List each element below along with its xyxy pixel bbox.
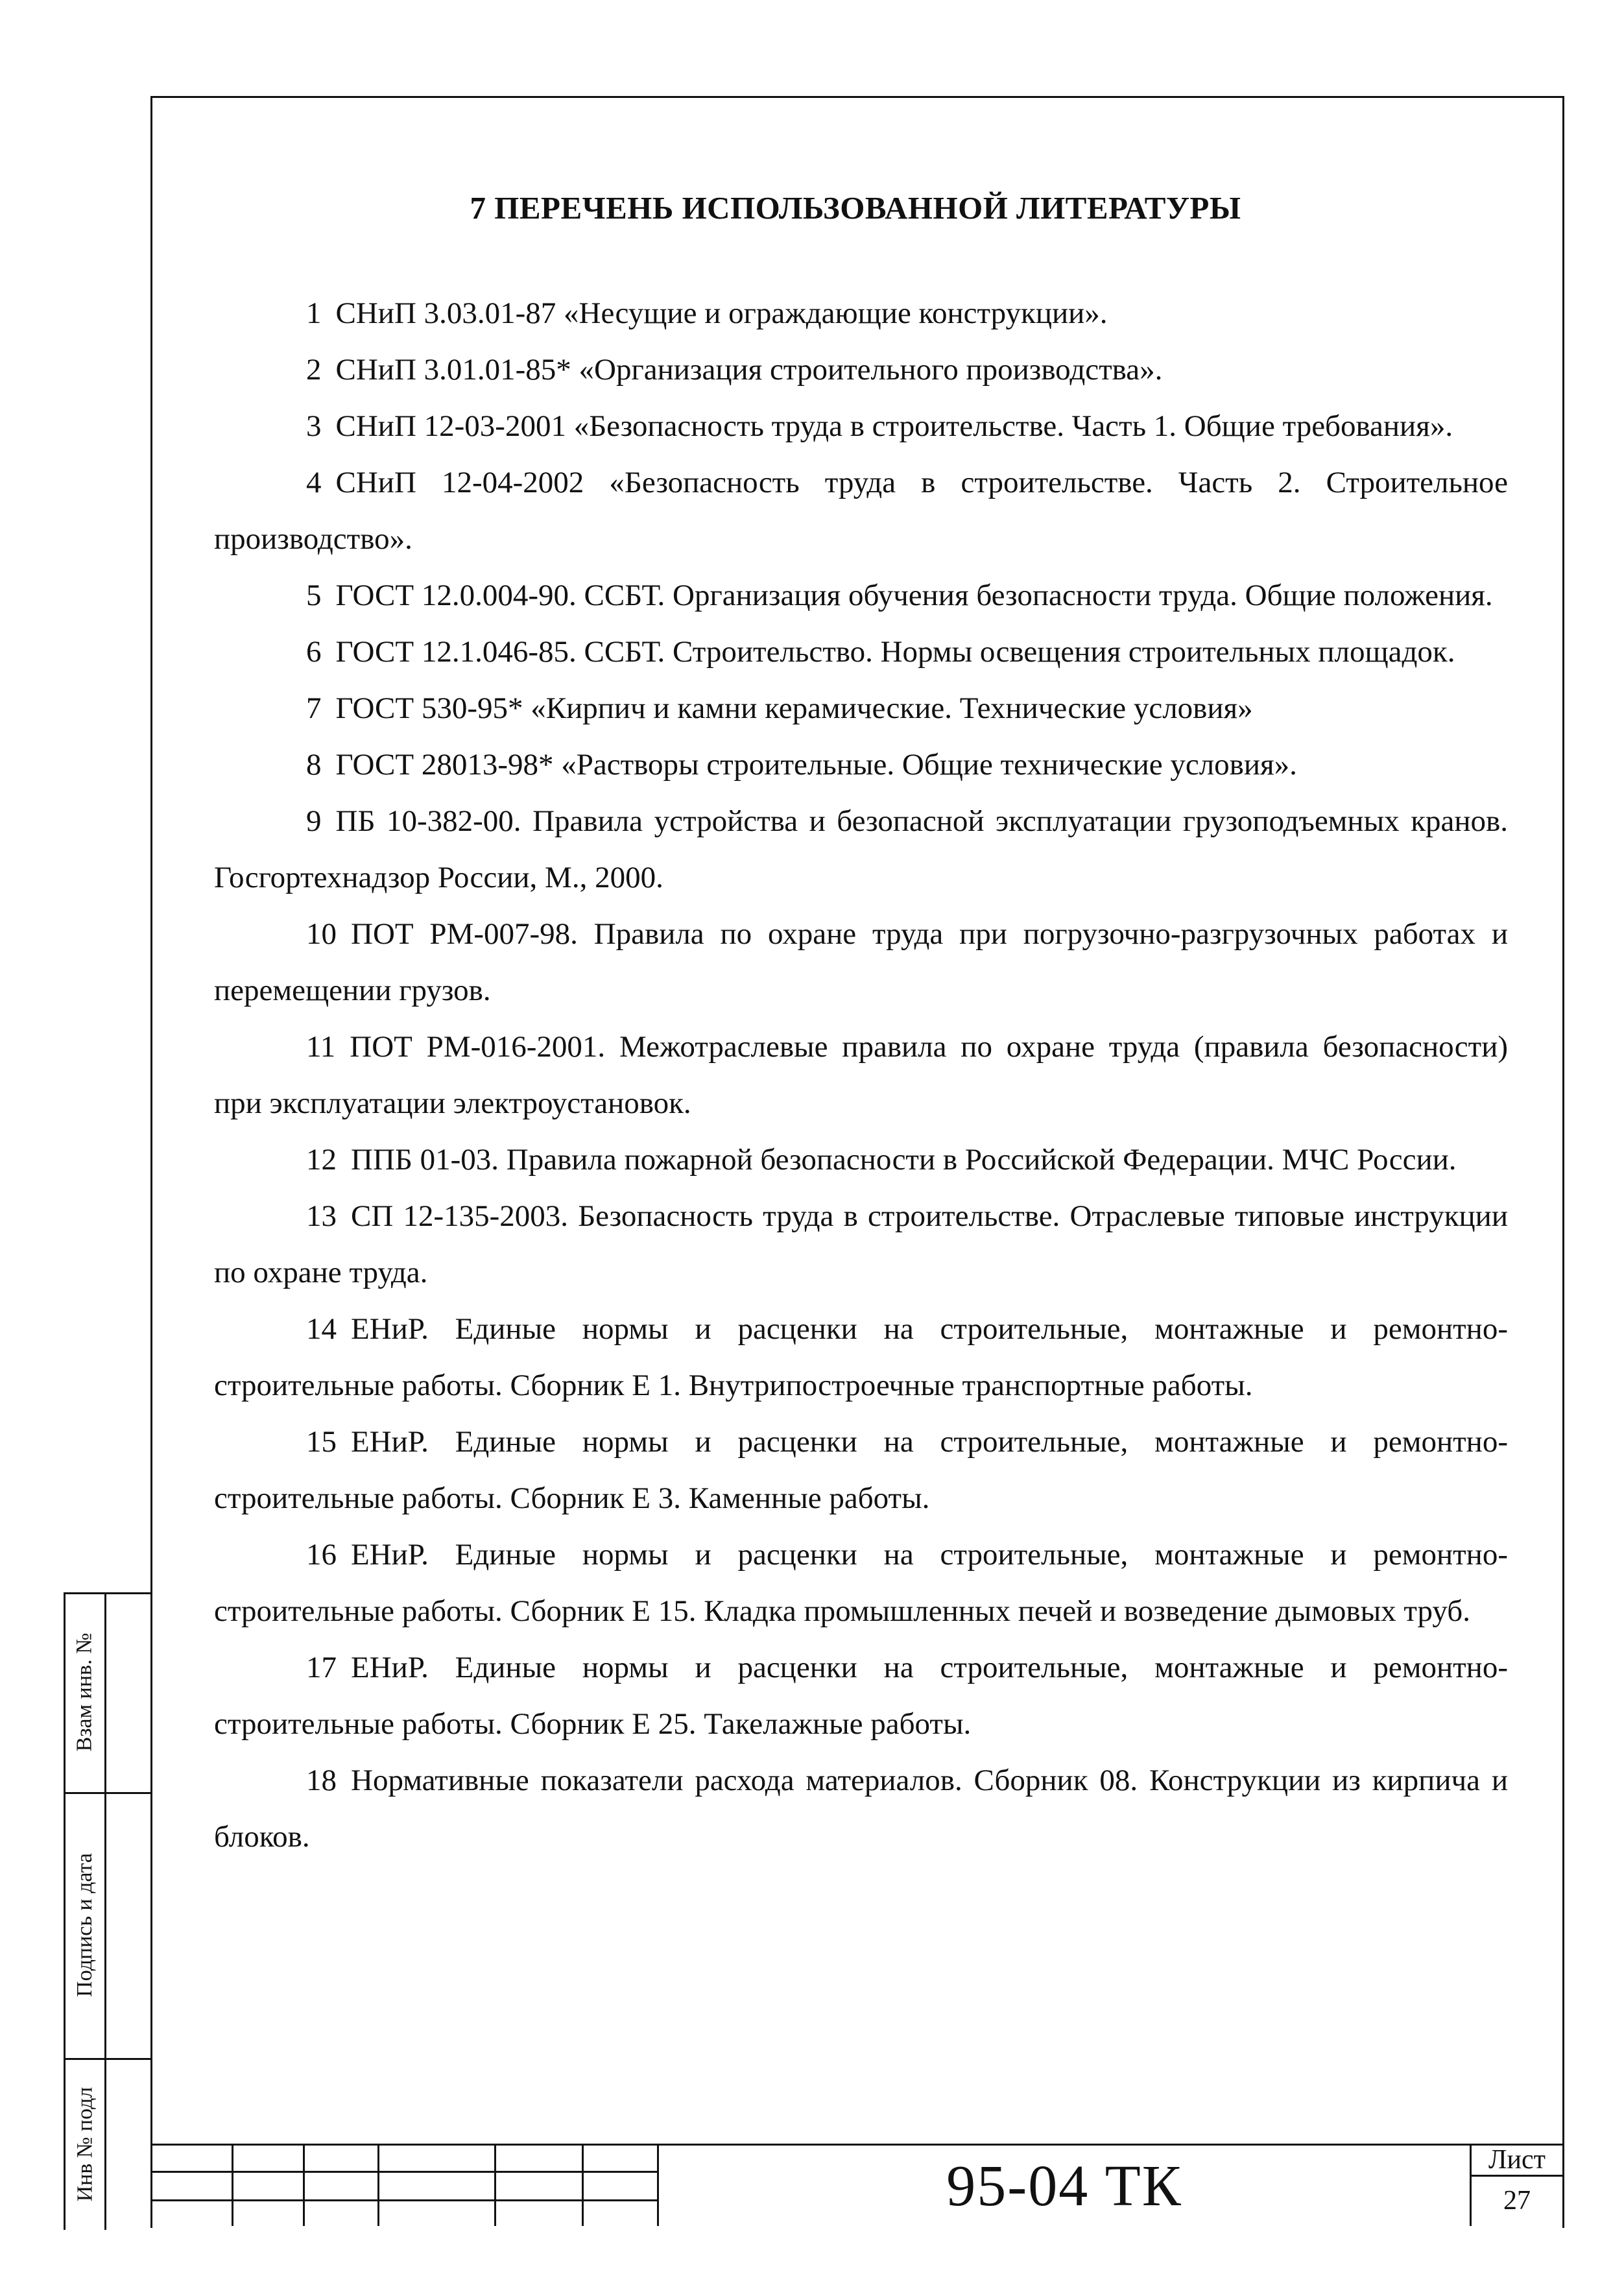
reference-item (214, 1132, 1508, 1188)
reference-text: ГОСТ 12.1.046-85. ССБТ. Строительство. Нормы освещения строительных площадок. (335, 635, 1455, 669)
reference-text: СП 12-135-2003. Безопасность труда в строительстве. Отраслевые типовые инструкции по охране труда. (214, 1199, 1508, 1289)
reference-number: 8 (306, 748, 322, 782)
reference-item (214, 737, 1508, 793)
reference-item (214, 1527, 1508, 1640)
document-code: 95-04 ТК (946, 2153, 1182, 2218)
reference-number: 2 (306, 353, 322, 387)
reference-item (214, 906, 1508, 1019)
reference-number: 6 (306, 635, 322, 669)
reference-item (214, 568, 1508, 624)
reference-number: 1 (306, 296, 322, 330)
reference-number: 16 (306, 1538, 337, 1572)
original-inventory-label: Инв № подл (73, 2087, 97, 2201)
reference-text: ПОТ РМ-016-2001. Межотраслевые правила по охране труда (правила безопасности) при эксплуатации электроустановок. (214, 1030, 1508, 1120)
reference-number: 7 (306, 691, 322, 725)
reference-item (214, 1301, 1508, 1414)
reference-text: СНиП 12-03-2001 «Безопасность труда в строительстве. Часть 1. Общие требования». (335, 409, 1453, 443)
reference-item (214, 1188, 1508, 1301)
reference-text: ППБ 01-03. Правила пожарной безопасности в Российской Федерации. МЧС России. (351, 1143, 1457, 1177)
reference-item (214, 455, 1508, 568)
reference-text: ГОСТ 28013-98* «Растворы строительные. Общие технические условия». (335, 748, 1297, 782)
sheet-label: Лист (1472, 2144, 1562, 2177)
reference-item (214, 398, 1508, 455)
reference-text: Нормативные показатели расхода материалов. Сборник 08. Конструкции из кирпича и блоков. (214, 1764, 1508, 1854)
reference-text: СНиП 3.03.01-87 «Несущие и ограждающие конструкции». (335, 296, 1108, 330)
reference-number: 4 (306, 466, 322, 499)
grid-line (303, 2144, 305, 2226)
reference-text: ЕНиР. Единые нормы и расценки на строительные, монтажные и ремонтно-строительные работы. Сборник Е 3. Каменные работы. (214, 1425, 1508, 1515)
reference-text: ПБ 10-382-00. Правила устройства и безопасной эксплуатации грузоподъемных кранов. Госгортехнадзор России, М., 2000. (214, 804, 1508, 894)
reference-list (214, 285, 1508, 1865)
side-stamp (64, 1592, 152, 2230)
side-stamp-divider (104, 1592, 106, 2230)
reference-text: ЕНиР. Единые нормы и расценки на строительные, монтажные и ремонтно-строительные работы. Сборник Е 25. Такелажные работы. (214, 1651, 1508, 1741)
replacement-inventory-label: Взам инв. № (73, 1633, 97, 1752)
reference-item (214, 680, 1508, 737)
grid-line (232, 2144, 233, 2226)
reference-number: 3 (306, 409, 322, 443)
grid-line (494, 2144, 496, 2226)
reference-text: ЕНиР. Единые нормы и расценки на строительные, монтажные и ремонтно-строительные работы. Сборник Е 1. Внутрипостроечные транспортные работы. (214, 1312, 1508, 1402)
reference-text: ГОСТ 530-95* «Кирпич и камни керамические. Технические условия» (335, 691, 1253, 725)
reference-item (214, 1414, 1508, 1527)
reference-number: 11 (306, 1030, 336, 1064)
reference-text: СНиП 3.01.01-85* «Организация строительного производства». (335, 353, 1163, 387)
reference-text: ЕНиР. Единые нормы и расценки на строительные, монтажные и ремонтно-строительные работы. Сборник Е 15. Кладка промышленных печей и возведение дымовых труб. (214, 1538, 1508, 1628)
reference-text: ГОСТ 12.0.004-90. ССБТ. Организация обучения безопасности труда. Общие положения. (335, 579, 1493, 612)
reference-number: 18 (306, 1764, 337, 1797)
sheet-box (1470, 2144, 1562, 2226)
signature-date-label: Подпись и дата (73, 1853, 97, 1997)
grid-line (582, 2144, 584, 2226)
reference-number: 12 (306, 1143, 337, 1177)
grid-line (377, 2144, 379, 2226)
reference-item (214, 342, 1508, 398)
sheet-number: 27 (1503, 2186, 1531, 2216)
side-stamp-cell (66, 1592, 104, 1792)
section-heading: 7 ПЕРЕЧЕНЬ ИСПОЛЬЗОВАННОЙ ЛИТЕРАТУРЫ (470, 190, 1241, 226)
reference-number: 9 (306, 804, 322, 838)
reference-item (214, 1019, 1508, 1132)
reference-text: СНиП 12-04-2002 «Безопасность труда в строительстве. Часть 2. Строительное производство». (214, 466, 1508, 556)
reference-number: 5 (306, 579, 322, 612)
side-stamp-cell (66, 2058, 104, 2230)
reference-number: 13 (306, 1199, 337, 1233)
reference-number: 10 (306, 917, 337, 951)
reference-item (214, 793, 1508, 906)
reference-item (214, 624, 1508, 680)
reference-item (214, 1640, 1508, 1753)
side-stamp-cell (66, 1792, 104, 2058)
reference-item (214, 285, 1508, 342)
reference-number: 15 (306, 1425, 337, 1459)
reference-number: 17 (306, 1651, 337, 1684)
revision-grid (150, 2144, 659, 2226)
reference-item (214, 1753, 1508, 1865)
reference-text: ПОТ РМ-007-98. Правила по охране труда при погрузочно-разгрузочных работах и перемещении грузов. (214, 917, 1508, 1007)
reference-number: 14 (306, 1312, 337, 1346)
